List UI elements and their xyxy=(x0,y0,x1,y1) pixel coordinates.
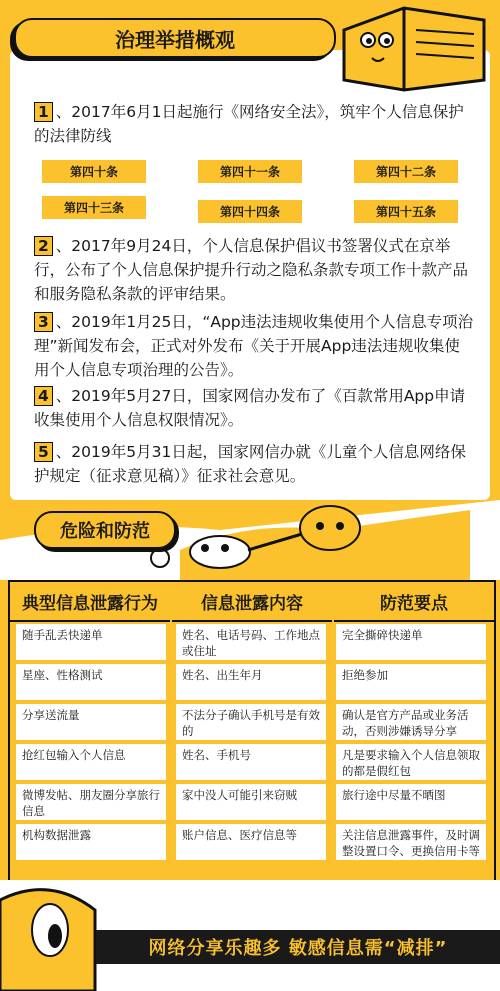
table-cell: 不法分子确认手机号是有效的 xyxy=(176,704,326,740)
item-number: 4 xyxy=(34,386,53,406)
table-cell: 星座、性格测试 xyxy=(16,664,166,700)
law-badge: 第四十四条 xyxy=(198,200,302,223)
table-cell: 微博发帖、朋友圈分享旅行信息 xyxy=(16,784,166,820)
table-cell: 账户信息、医疗信息等 xyxy=(176,824,326,860)
law-badge: 第四十条 xyxy=(42,160,146,183)
prevention-table xyxy=(8,580,496,884)
table-cell: 姓名、手机号 xyxy=(176,744,326,780)
book-mascot-icon xyxy=(334,0,494,100)
danger-label: 危险和防范 xyxy=(34,511,176,549)
item-number: 1 xyxy=(34,102,53,122)
law-badge: 第四十三条 xyxy=(42,196,146,219)
section-title: 治理举措概观 xyxy=(14,18,336,58)
table-cell: 拒绝参加 xyxy=(336,664,486,700)
law-badge: 第四十一条 xyxy=(198,160,302,183)
item-text: 、2019年5月27日，国家网信办发布了《百款常用App申请收集使用个人信息权限情况》。 xyxy=(34,387,466,429)
list-item xyxy=(34,310,474,382)
list-item xyxy=(34,234,474,306)
table-cell: 家中没人可能引来窃贼 xyxy=(176,784,326,820)
law-badge: 第四十五条 xyxy=(354,200,458,223)
table-cell: 姓名、出生年月 xyxy=(176,664,326,700)
item-number: 2 xyxy=(34,236,53,256)
table-cell: 确认是官方产品或业务活动，否则涉嫌诱导分享 xyxy=(336,704,486,740)
list-item xyxy=(34,440,474,488)
item-text: 、2017年9月24日，个人信息保护倡议书签署仪式在京举行，公布了个人信息保护提升行动之隐私条款专项工作十款产品和服务隐私条款的评审结果。 xyxy=(34,237,469,303)
item-number: 5 xyxy=(34,442,53,462)
table-cell: 姓名、电话号码、工作地点或住址 xyxy=(176,624,326,660)
table-header: 信息泄露内容 xyxy=(172,582,332,622)
table-cell: 随手乱丢快递单 xyxy=(16,624,166,660)
item-number: 3 xyxy=(34,312,53,332)
table-cell: 抢红包输入个人信息 xyxy=(16,744,166,780)
table-cell: 机构数据泄露 xyxy=(16,824,166,860)
table-header: 典型信息泄露行为 xyxy=(10,582,170,622)
table-cell: 分享送流量 xyxy=(16,704,166,740)
item-text: 、2017年6月1日起施行《网络安全法》，筑牢个人信息保护的法律防线 xyxy=(34,103,464,145)
list-item xyxy=(34,100,474,148)
table-cell: 关注信息泄露事件，及时调整设置口令、更换信用卡等 xyxy=(336,824,486,860)
law-badge: 第四十二条 xyxy=(354,160,458,183)
list-item xyxy=(34,384,474,432)
slogan-banner: 网络分享乐趣多 敏感信息需“减排” xyxy=(96,930,500,964)
item-text: 、2019年5月31日起，国家网信办就《儿童个人信息网络保护规定（征求意见稿）》征求社会意见。 xyxy=(34,443,466,485)
table-cell: 完全撕碎快递单 xyxy=(336,624,486,660)
item-text: 、2019年1月25日，“App违法违规收集使用个人信息专项治理”新闻发布会，正式对外发布《关于开展App违法违规收集使用个人信息专项治理的公告》。 xyxy=(34,313,474,379)
mascot-face-icon xyxy=(0,880,110,991)
table-cell: 凡是要求输入个人信息领取的都是假红包 xyxy=(336,744,486,780)
table-cell: 旅行途中尽量不晒图 xyxy=(336,784,486,820)
table-header: 防范要点 xyxy=(334,582,494,622)
